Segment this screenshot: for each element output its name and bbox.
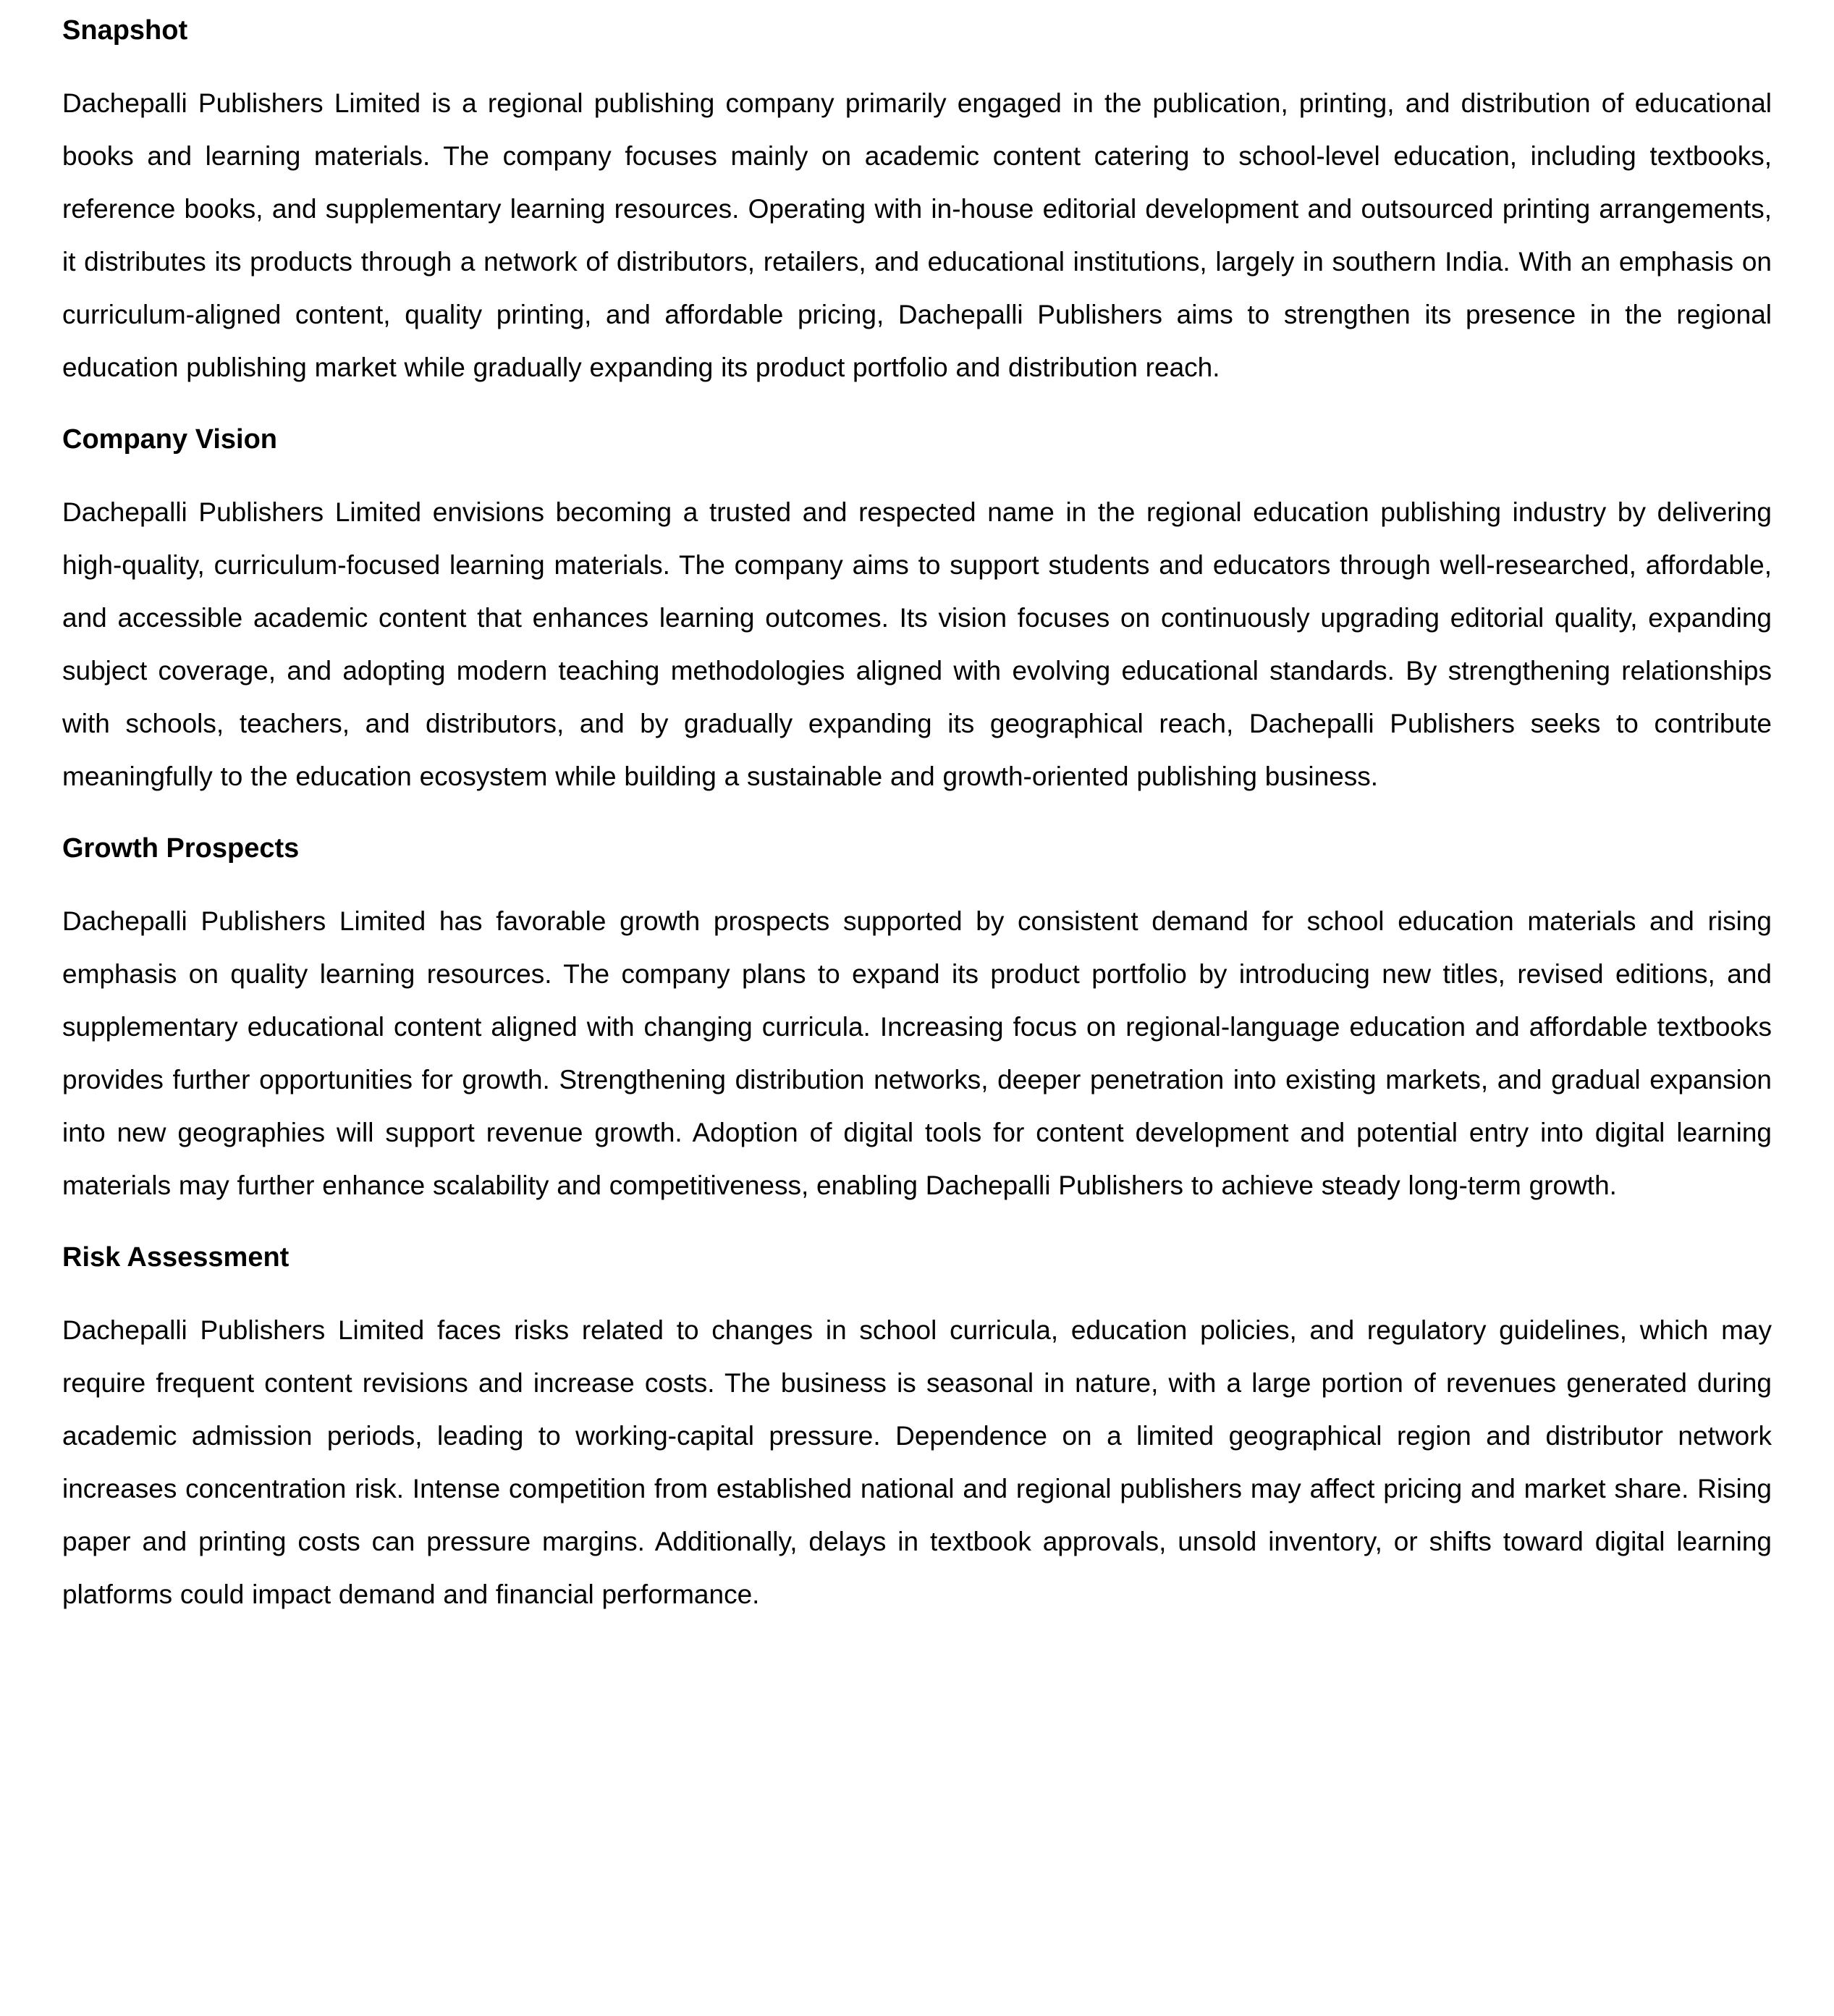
section-heading-growth-prospects: Growth Prospects	[62, 833, 300, 864]
section-snapshot	[62, 4, 1772, 394]
section-risk-assessment	[62, 1231, 1772, 1621]
section-heading-risk-assessment: Risk Assessment	[62, 1242, 290, 1273]
section-growth-prospects	[62, 822, 1772, 1212]
section-heading-company-vision: Company Vision	[62, 424, 278, 455]
section-company-vision	[62, 413, 1772, 803]
section-heading-snapshot: Snapshot	[62, 15, 188, 46]
section-body-snapshot: Dachepalli Publishers Limited is a regional publishing company primarily engaged in the publication, printing, and distribution of educational books and learning materials. The company focuses mainly on academic content catering to school-level education, including textbooks, reference books, and supplementary learning resources. Operating with in-house editorial development and outsourced printing arrangements, it distributes its products through a network of distributors, retailers, and educational institutions, largely in southern India. With an emphasis on curriculum-aligned content, quality printing, and affordable pricing, Dachepalli Publishers aims to strengthen its presence in the regional education publishing market while gradually expanding its product portfolio and distribution reach.	[62, 88, 1772, 382]
section-body-risk-assessment: Dachepalli Publishers Limited faces risks related to changes in school curricula, education policies, and regulatory guidelines, which may require frequent content revisions and increase costs. The business is seasonal in nature, with a large portion of revenues generated during academic admission periods, leading to working-capital pressure. Dependence on a limited geographical region and distributor network increases concentration risk. Intense competition from established national and regional publishers may affect pricing and market share. Rising paper and printing costs can pressure margins. Additionally, delays in textbook approvals, unsold inventory, or shifts toward digital learning platforms could impact demand and financial performance.	[62, 1315, 1772, 1609]
section-body-growth-prospects: Dachepalli Publishers Limited has favorable growth prospects supported by consistent demand for school education materials and rising emphasis on quality learning resources. The company plans to expand its product portfolio by introducing new titles, revised editions, and supplementary educational content aligned with changing curricula. Increasing focus on regional-language education and affordable textbooks provides further opportunities for growth. Strengthening distribution networks, deeper penetration into existing markets, and gradual expansion into new geographies will support revenue growth. Adoption of digital tools for content development and potential entry into digital learning materials may further enhance scalability and competitiveness, enabling Dachepalli Publishers to achieve steady long-term growth.	[62, 906, 1772, 1200]
section-body-company-vision: Dachepalli Publishers Limited envisions becoming a trusted and respected name in the regional education publishing industry by delivering high-quality, curriculum-focused learning materials. The company aims to support students and educators through well-researched, affordable, and accessible academic content that enhances learning outcomes. Its vision focuses on continuously upgrading editorial quality, expanding subject coverage, and adopting modern teaching methodologies aligned with evolving educational standards. By strengthening relationships with schools, teachers, and distributors, and by gradually expanding its geographical reach, Dachepalli Publishers seeks to contribute meaningfully to the education ecosystem while building a sustainable and growth-oriented publishing business.	[62, 497, 1772, 791]
